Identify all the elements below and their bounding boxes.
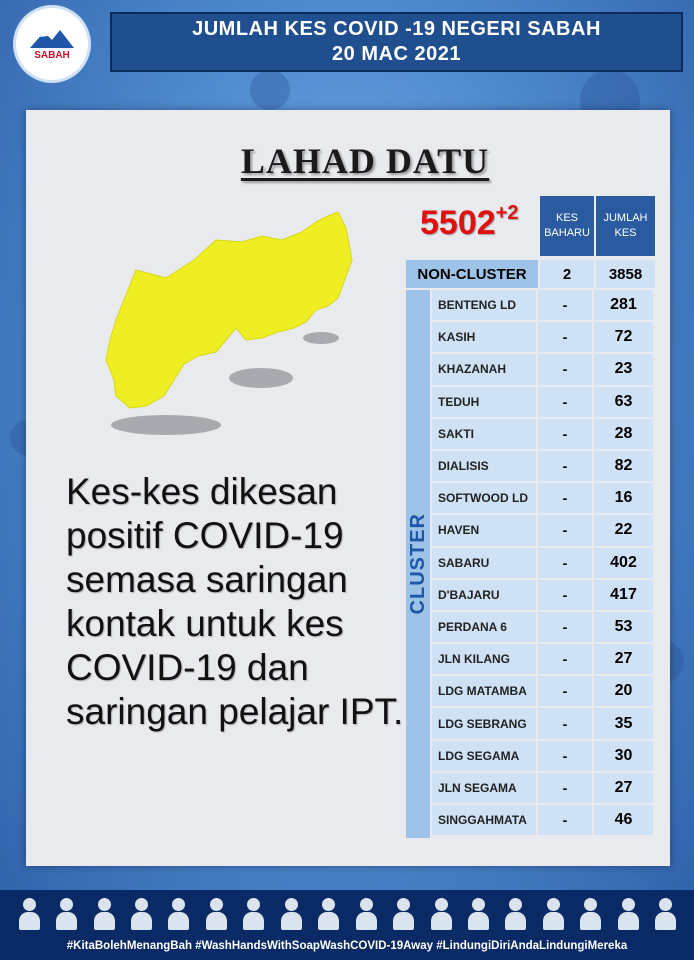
table-row — [432, 741, 655, 771]
non-cluster-total: 3858 — [596, 260, 655, 288]
column-header-total: JUMLAH KES — [596, 196, 655, 256]
cluster-name: SABARU — [432, 548, 536, 578]
cluster-name: JLN SEGAMA — [432, 773, 536, 803]
mountain-icon — [30, 28, 74, 48]
cluster-new: - — [538, 708, 592, 738]
district-map — [66, 210, 386, 450]
cluster-new: - — [538, 773, 592, 803]
cluster-total: 22 — [594, 515, 653, 545]
table-row — [432, 580, 655, 610]
person-icon — [18, 896, 40, 930]
cluster-name: KHAZANAH — [432, 354, 536, 384]
person-icon — [355, 896, 377, 930]
frontliner-icons — [0, 890, 694, 936]
cluster-new: - — [538, 419, 592, 449]
cluster-total: 23 — [594, 354, 653, 384]
description-text: Kes-kes dikesan positif COVID-19 semasa saringan kontak untuk kes COVID-19 dan saringan pelajar IPT. — [66, 471, 404, 732]
cluster-name: KASIH — [432, 322, 536, 352]
cluster-name: HAVEN — [432, 515, 536, 545]
non-cluster-row — [406, 260, 655, 288]
person-icon — [317, 896, 339, 930]
table-row — [432, 612, 655, 642]
map-shadow — [229, 368, 293, 388]
cluster-total: 35 — [594, 708, 653, 738]
table-row — [432, 387, 655, 417]
table-row — [432, 676, 655, 706]
cluster-name: TEDUH — [432, 387, 536, 417]
cluster-total: 20 — [594, 676, 653, 706]
cluster-new: - — [538, 322, 592, 352]
cluster-name: D'BAJARU — [432, 580, 536, 610]
cluster-total: 82 — [594, 451, 653, 481]
cluster-new: - — [538, 290, 592, 320]
person-icon — [167, 896, 189, 930]
non-cluster-new: 2 — [540, 260, 594, 288]
cluster-new: - — [538, 515, 592, 545]
cluster-new: - — [538, 644, 592, 674]
total-increase: +2 — [495, 202, 519, 224]
cluster-name: SOFTWOOD LD — [432, 483, 536, 513]
cluster-name: BENTENG LD — [432, 290, 536, 320]
cluster-table — [432, 290, 655, 837]
cluster-total: 402 — [594, 548, 653, 578]
person-icon — [579, 896, 601, 930]
cluster-total: 16 — [594, 483, 653, 513]
person-icon — [55, 896, 77, 930]
cluster-name: LDG SEBRANG — [432, 708, 536, 738]
header-date: 20 MAC 2021 — [332, 43, 461, 65]
table-row — [432, 290, 655, 320]
cluster-new: - — [538, 612, 592, 642]
sabah-logo — [16, 8, 88, 80]
person-icon — [504, 896, 526, 930]
cluster-name: LDG SEGAMA — [432, 741, 536, 771]
header-title: JUMLAH KES COVID -19 NEGERI SABAH — [192, 18, 601, 40]
cluster-new: - — [538, 741, 592, 771]
district-title: LAHAD DATU — [240, 141, 490, 181]
district-card — [26, 110, 670, 866]
cluster-side-label — [406, 290, 430, 838]
cluster-new: - — [538, 676, 592, 706]
page-header — [110, 12, 683, 72]
table-row — [432, 322, 655, 352]
virus-decoration — [250, 70, 290, 110]
column-header-new: KES BAHARU — [540, 196, 594, 256]
cluster-total: 53 — [594, 612, 653, 642]
table-row — [432, 708, 655, 738]
table-row — [432, 773, 655, 803]
cluster-total: 417 — [594, 580, 653, 610]
person-icon — [654, 896, 676, 930]
table-row — [432, 451, 655, 481]
cluster-total: 28 — [594, 419, 653, 449]
cluster-name: LDG MATAMBA — [432, 676, 536, 706]
cluster-new: - — [538, 451, 592, 481]
non-cluster-label: NON-CLUSTER — [406, 260, 538, 288]
cluster-new: - — [538, 387, 592, 417]
footer-banner — [0, 890, 694, 960]
cluster-total: 63 — [594, 387, 653, 417]
cluster-total: 27 — [594, 773, 653, 803]
person-icon — [280, 896, 302, 930]
map-shadow — [111, 415, 221, 435]
cluster-new: - — [538, 580, 592, 610]
logo-text: SABAH — [34, 49, 70, 61]
person-icon — [242, 896, 264, 930]
table-row — [432, 483, 655, 513]
total-cases — [420, 204, 518, 243]
table-row — [432, 419, 655, 449]
map-shadow — [303, 332, 339, 344]
cluster-total: 27 — [594, 644, 653, 674]
cluster-name: JLN KILANG — [432, 644, 536, 674]
cluster-new: - — [538, 805, 592, 835]
table-row — [432, 354, 655, 384]
cluster-new: - — [538, 483, 592, 513]
cluster-label: CLUSTER — [406, 513, 429, 615]
map-shape — [106, 212, 352, 408]
cluster-new: - — [538, 354, 592, 384]
person-icon — [392, 896, 414, 930]
table-row — [432, 805, 655, 835]
cluster-new: - — [538, 548, 592, 578]
person-icon — [617, 896, 639, 930]
person-icon — [205, 896, 227, 930]
table-row — [432, 644, 655, 674]
cluster-total: 46 — [594, 805, 653, 835]
cluster-name: SINGGAHMATA — [432, 805, 536, 835]
total-value: 5502 — [420, 204, 496, 242]
person-icon — [430, 896, 452, 930]
table-row — [432, 548, 655, 578]
person-icon — [467, 896, 489, 930]
cluster-name: DIALISIS — [432, 451, 536, 481]
cluster-total: 72 — [594, 322, 653, 352]
person-icon — [542, 896, 564, 930]
table-row — [432, 515, 655, 545]
cluster-total: 281 — [594, 290, 653, 320]
person-icon — [93, 896, 115, 930]
cluster-name: PERDANA 6 — [432, 612, 536, 642]
cluster-total: 30 — [594, 741, 653, 771]
cluster-name: SAKTI — [432, 419, 536, 449]
person-icon — [130, 896, 152, 930]
footer-hashtags: #KitaBolehMenangBah #WashHandsWithSoapWashCOVID-19Away #LindungiDiriAndaLindungiMereka — [66, 940, 628, 952]
